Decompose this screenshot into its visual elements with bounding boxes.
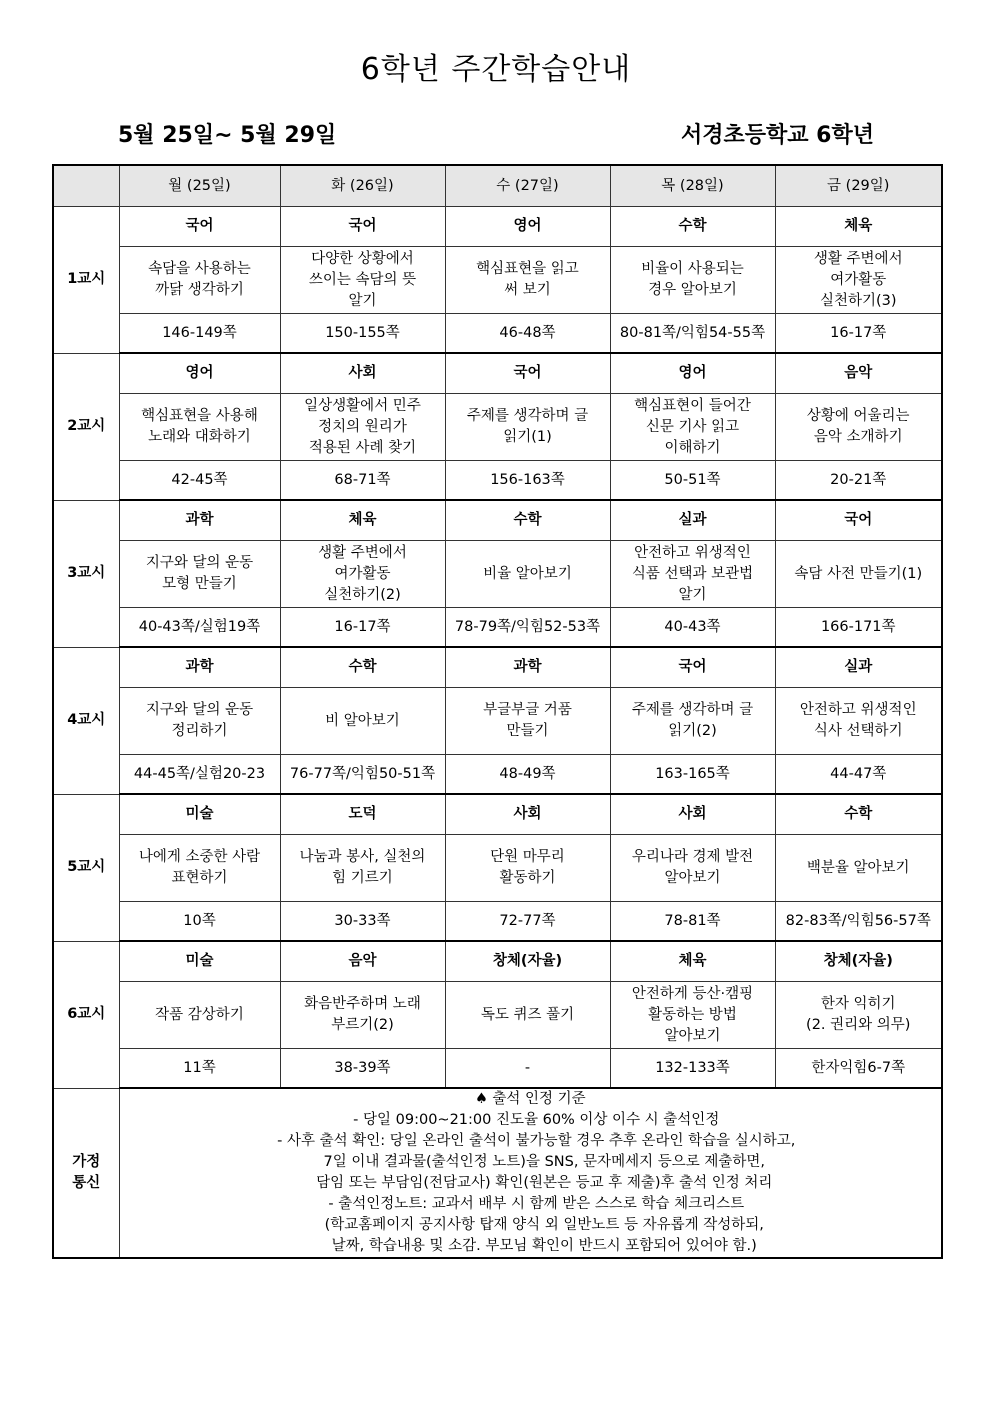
subject-cell: 영어 (119, 353, 280, 394)
topic-cell (445, 835, 610, 902)
page-cell: - (445, 1049, 610, 1089)
page-cell: 50-51쪽 (610, 461, 775, 501)
topic-cell (775, 541, 942, 608)
notice-item-continued: (학교홈페이지 공지사항 탑재 양식 외 일반노트 등 자유롭게 작성하되, (324, 1217, 764, 1233)
topic-line: 신문 기사 읽고 (645, 418, 740, 435)
page-cell: 30-33쪽 (280, 902, 445, 942)
topic-line: 나눔과 봉사, 실천의 (299, 849, 426, 865)
topic-cell (610, 982, 775, 1049)
page-row (53, 314, 942, 354)
topic-line: 노래와 대화하기 (148, 429, 251, 445)
subject-row (53, 794, 942, 835)
subject-cell: 사회 (610, 794, 775, 835)
topic-row (53, 982, 942, 1049)
topic-cell (119, 835, 280, 902)
notice-item: - 출석인정노트: 교과서 배부 시 함께 받은 스스로 학습 체크리스트 (328, 1196, 745, 1212)
subject-cell: 도덕 (280, 794, 445, 835)
topic-line: 정리하기 (171, 723, 228, 739)
timetable-body (53, 207, 942, 1089)
topic-cell (610, 688, 775, 755)
topic-line: 부르기(2) (331, 1017, 394, 1033)
page-cell: 48-49쪽 (445, 755, 610, 795)
subject-cell: 과학 (119, 647, 280, 688)
page-cell: 72-77쪽 (445, 902, 610, 942)
subject-row (53, 207, 942, 247)
notice-item-continued: 담임 또는 부담임(전담교사) 확인(원본은 등교 후 제출)후 출석 인정 처리 (316, 1175, 773, 1191)
page-title: 6학년 주간학습안내 (360, 52, 632, 87)
topic-cell (445, 982, 610, 1049)
topic-cell (445, 247, 610, 314)
topic-line: 만들기 (506, 723, 549, 739)
header-corner (53, 165, 119, 207)
topic-line: 이해하기 (664, 439, 721, 456)
page-cell: 40-43쪽 (610, 608, 775, 648)
topic-cell (775, 688, 942, 755)
topic-line: 힘 기르기 (332, 870, 393, 886)
notice-item-continued: 7일 이내 결과물(출석인정 노트)을 SNS, 문자메세지 등으로 제출하면, (323, 1154, 765, 1170)
topic-cell (610, 541, 775, 608)
page-cell: 11쪽 (119, 1049, 280, 1089)
subject-cell: 체육 (280, 500, 445, 541)
page-cell: 38-39쪽 (280, 1049, 445, 1089)
topic-cell (775, 394, 942, 461)
topic-line: 모형 만들기 (162, 576, 237, 592)
topic-line: 식품 선택과 보관법 (631, 565, 754, 582)
topic-row (53, 835, 942, 902)
topic-cell (280, 541, 445, 608)
page-cell: 44-45쪽/실험20-23 (119, 755, 280, 795)
topic-line: 알아보기 (664, 1027, 721, 1044)
subject-cell: 미술 (119, 794, 280, 835)
page-cell: 150-155쪽 (280, 314, 445, 354)
subject-row (53, 353, 942, 394)
topic-line: 경우 알아보기 (648, 282, 737, 298)
topic-line: 안전하고 위생적인 (799, 702, 917, 718)
day-header: 목 (28일) (610, 165, 775, 207)
subject-cell: 창체(자율) (775, 941, 942, 982)
page-cell: 76-77쪽/익힘50-51쪽 (280, 755, 445, 795)
topic-line: 주제를 생각하며 글 (466, 408, 589, 424)
page-cell: 42-45쪽 (119, 461, 280, 501)
subject-cell: 수학 (610, 207, 775, 247)
page-row (53, 902, 942, 942)
topic-line: 상황에 어울리는 (806, 408, 910, 424)
topic-cell (610, 835, 775, 902)
page-cell: 82-83쪽/익힘56-57쪽 (775, 902, 942, 942)
topic-line: 부글부글 거품 (483, 702, 572, 718)
topic-line: 활동하는 방법 (648, 1006, 737, 1023)
subject-row (53, 941, 942, 982)
page-cell: 78-81쪽 (610, 902, 775, 942)
subject-cell: 과학 (119, 500, 280, 541)
notice-label (53, 1088, 119, 1258)
notice-row (53, 1088, 942, 1258)
subject-cell: 체육 (775, 207, 942, 247)
school-name: 서경초등학교 6학년 (681, 123, 874, 148)
topic-line: 일상생활에서 민주 (304, 397, 421, 414)
day-header: 월 (25일) (119, 165, 280, 207)
subject-row (53, 647, 942, 688)
period-label: 1교시 (53, 207, 119, 354)
topic-line: 핵심표현을 사용해 (141, 408, 258, 424)
page-cell: 16-17쪽 (280, 608, 445, 648)
topic-line: 속담 사전 만들기(1) (794, 565, 923, 582)
subject-cell: 과학 (445, 647, 610, 688)
topic-line: 지구와 달의 운동 (145, 702, 254, 718)
topic-line: 백분율 알아보기 (806, 859, 910, 876)
topic-cell (280, 247, 445, 314)
topic-line: 알기 (678, 586, 707, 603)
notice-item-continued: 날짜, 학습내용 및 소감. 부모님 확인이 반드시 포함되어 있어야 함.) (331, 1238, 757, 1254)
topic-cell (280, 394, 445, 461)
page-cell: 40-43쪽/실험19쪽 (119, 608, 280, 648)
page-cell: 68-71쪽 (280, 461, 445, 501)
subject-cell: 국어 (610, 647, 775, 688)
topic-line: 알아보기 (664, 870, 721, 886)
topic-line: 한자 익히기 (820, 996, 896, 1012)
notice-item: - 당일 09:00~21:00 진도율 60% 이상 이수 시 출석인정 (353, 1112, 720, 1128)
topic-cell (775, 982, 942, 1049)
subject-cell: 실과 (610, 500, 775, 541)
page-cell: 10쪽 (119, 902, 280, 942)
topic-line: 핵심표현이 들어간 (634, 397, 751, 414)
topic-row (53, 394, 942, 461)
topic-cell (119, 688, 280, 755)
topic-cell (119, 394, 280, 461)
topic-cell (280, 982, 445, 1049)
topic-line: 읽기(2) (668, 723, 717, 739)
topic-row (53, 541, 942, 608)
topic-line: 나에게 소중한 사람 (138, 849, 261, 865)
day-header: 금 (29일) (775, 165, 942, 207)
page-row (53, 461, 942, 501)
page-cell: 132-133쪽 (610, 1049, 775, 1089)
topic-line: 생활 주변에서 (813, 250, 903, 267)
subject-cell: 영어 (610, 353, 775, 394)
week-period: 5월 25일~ 5월 29일 (118, 123, 337, 148)
topic-row (53, 688, 942, 755)
subject-cell: 수학 (445, 500, 610, 541)
topic-line: 여가활동 (334, 565, 391, 582)
notice-item: - 사후 출석 확인: 당일 온라인 출석이 불가능할 경우 추후 온라인 학습을 실시하고, (277, 1133, 796, 1149)
page-row (53, 1049, 942, 1089)
page-cell: 44-47쪽 (775, 755, 942, 795)
day-header: 수 (27일) (445, 165, 610, 207)
topic-line: 까닭 생각하기 (155, 282, 244, 298)
topic-line: 생활 주변에서 (318, 544, 407, 561)
subject-cell: 수학 (280, 647, 445, 688)
period-label: 3교시 (53, 500, 119, 647)
topic-line: 읽기(1) (503, 429, 552, 445)
subject-row (53, 500, 942, 541)
topic-line: 우리나라 경제 발전 (631, 849, 754, 865)
subject-cell: 국어 (280, 207, 445, 247)
topic-cell (119, 247, 280, 314)
topic-line: 정치의 원리가 (318, 418, 407, 435)
topic-line: 독도 퀴즈 풀기 (480, 1006, 575, 1023)
topic-line: 실천하기(3) (819, 292, 897, 309)
topic-line: 핵심표현을 읽고 (476, 261, 579, 277)
subject-cell: 영어 (445, 207, 610, 247)
subject-cell: 음악 (280, 941, 445, 982)
page-cell: 20-21쪽 (775, 461, 942, 501)
topic-cell (280, 835, 445, 902)
topic-cell (610, 247, 775, 314)
topic-line: 지구와 달의 운동 (145, 555, 254, 571)
topic-line: 안전하고 위생적인 (634, 544, 751, 561)
subject-cell: 체육 (610, 941, 775, 982)
page-cell: 한자익힘6-7쪽 (775, 1049, 942, 1089)
topic-line: 식사 선택하기 (813, 723, 903, 739)
page-cell: 46-48쪽 (445, 314, 610, 354)
topic-cell (775, 247, 942, 314)
topic-line: 적용된 사례 찾기 (308, 439, 417, 456)
subject-cell: 국어 (775, 500, 942, 541)
page-row (53, 755, 942, 795)
topic-line: 알기 (348, 292, 377, 309)
topic-cell (119, 541, 280, 608)
weekly-timetable (52, 164, 943, 1259)
topic-row (53, 247, 942, 314)
notice-heading: ♠ 출석 인정 기준 (474, 1091, 586, 1107)
notice-label-line: 가정 (72, 1153, 101, 1170)
topic-cell (119, 982, 280, 1049)
topic-line: 비율 알아보기 (483, 565, 572, 582)
topic-line: 써 보기 (504, 282, 551, 298)
subject-cell: 사회 (445, 794, 610, 835)
period-label: 5교시 (53, 794, 119, 941)
topic-line: 표현하기 (171, 870, 228, 886)
topic-line: 음악 소개하기 (813, 429, 903, 445)
topic-line: 쓰이는 속담의 뜻 (308, 271, 417, 288)
period-label: 4교시 (53, 647, 119, 794)
topic-cell (775, 835, 942, 902)
period-label: 6교시 (53, 941, 119, 1088)
subject-cell: 사회 (280, 353, 445, 394)
topic-line: 안전하게 등산·캠핑 (631, 985, 754, 1002)
topic-cell (610, 394, 775, 461)
day-header: 화 (26일) (280, 165, 445, 207)
subject-cell: 국어 (119, 207, 280, 247)
topic-line: 다양한 상황에서 (311, 250, 414, 267)
topic-line: 속담을 사용하는 (148, 261, 251, 277)
day-header-row (53, 165, 942, 207)
page-cell: 166-171쪽 (775, 608, 942, 648)
page-row (53, 608, 942, 648)
topic-line: 화음반주하며 노래 (304, 996, 421, 1012)
subject-cell: 실과 (775, 647, 942, 688)
topic-line: (2. 권리와 의무) (806, 1017, 911, 1033)
page-cell: 156-163쪽 (445, 461, 610, 501)
topic-cell (445, 394, 610, 461)
page-cell: 78-79쪽/익힘52-53쪽 (445, 608, 610, 648)
topic-line: 비 알아보기 (325, 712, 400, 729)
topic-line: 실천하기(2) (324, 586, 401, 603)
topic-cell (445, 541, 610, 608)
subject-cell: 창체(자율) (445, 941, 610, 982)
notice-label-line: 통신 (72, 1174, 101, 1191)
topic-cell (280, 688, 445, 755)
topic-cell (445, 688, 610, 755)
subject-cell: 수학 (775, 794, 942, 835)
page-cell: 16-17쪽 (775, 314, 942, 354)
notice-content (119, 1088, 942, 1258)
topic-line: 활동하기 (499, 870, 556, 886)
page-cell: 163-165쪽 (610, 755, 775, 795)
subject-cell: 국어 (445, 353, 610, 394)
page-cell: 80-81쪽/익힘54-55쪽 (610, 314, 775, 354)
period-label: 2교시 (53, 353, 119, 500)
subject-cell: 미술 (119, 941, 280, 982)
topic-line: 비율이 사용되는 (641, 261, 744, 277)
subject-cell: 음악 (775, 353, 942, 394)
topic-line: 주제를 생각하며 글 (631, 702, 754, 718)
topic-line: 단원 마무리 (490, 849, 565, 865)
topic-line: 여가활동 (830, 271, 887, 288)
page-cell: 146-149쪽 (119, 314, 280, 354)
topic-line: 작품 감상하기 (155, 1006, 244, 1023)
